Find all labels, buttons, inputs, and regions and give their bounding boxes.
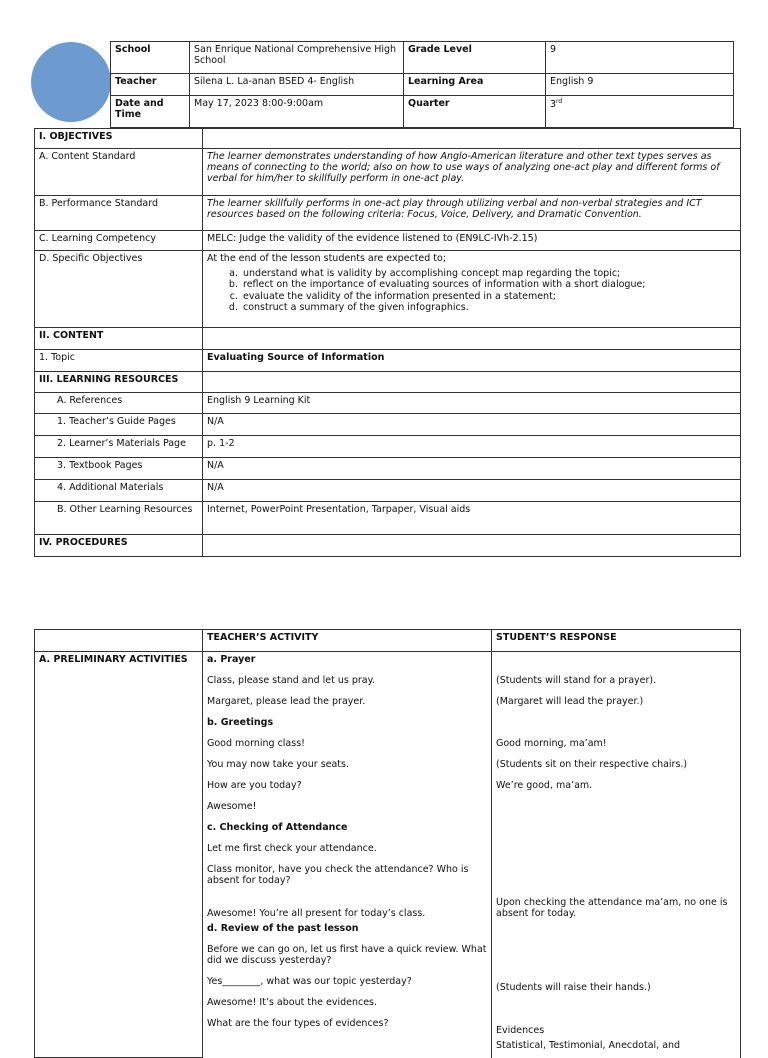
preliminary-activities-label: A. PRELIMINARY ACTIVITIES [35, 652, 203, 1058]
student-response-cell [492, 820, 741, 841]
quarter-value: 3rd [546, 96, 734, 128]
specific-objectives-label: D. Specific Objectives [35, 251, 203, 328]
learning-resources-heading: III. LEARNING RESOURCES [35, 372, 203, 393]
textbook-pages-label: 3. Textbook Pages [35, 458, 203, 480]
teacher-activity-cell: Before we can go on, let us first have a quick review. What did we discuss yesterday? [203, 942, 492, 974]
teacher-activity-cell: Yes________, what was our topic yesterday? [203, 974, 492, 995]
teachers-guide-value: N/A [203, 414, 741, 436]
content-standard-label: A. Content Standard [35, 149, 203, 196]
student-response-cell: Upon checking the attendance ma’am, no one is absent for today. [492, 895, 741, 921]
teacher-activity-cell [203, 1038, 492, 1058]
student-response-cell [492, 652, 741, 673]
activity-subheading: a. Prayer [203, 652, 492, 673]
teacher-activity-cell: Let me first check your attendance. [203, 841, 492, 862]
topic-label: 1. Topic [35, 350, 203, 372]
objective-item: b. reflect on the importance of evaluating sources of information with a short dialogue; [241, 279, 736, 290]
teacher-value: Silena L. La-anan BSED 4- English [190, 74, 404, 96]
teacher-activity-cell: Class, please stand and let us pray. [203, 673, 492, 694]
student-response-cell [492, 841, 741, 862]
quarter-label: Quarter [404, 96, 546, 128]
topic-value: Evaluating Source of Information [203, 350, 741, 372]
objective-item: d. construct a summary of the given infographics. [241, 302, 736, 313]
student-response-header: STUDENT’S RESPONSE [492, 630, 741, 652]
objective-item: c. evaluate the validity of the information presented in a statement; [241, 291, 736, 302]
teacher-activity-cell: Good morning class! [203, 736, 492, 757]
teacher-label: Teacher [111, 74, 190, 96]
teacher-activity-cell: What are the four types of evidences? [203, 1016, 492, 1038]
procedures-heading: IV. PROCEDURES [35, 535, 203, 557]
student-response-cell [492, 862, 741, 895]
student-response-cell: Good morning, ma’am! [492, 736, 741, 757]
teacher-activity-cell: Awesome! It’s about the evidences. [203, 995, 492, 1016]
learners-materials-label: 2. Learner’s Materials Page [35, 436, 203, 458]
specific-objectives-list [207, 268, 736, 313]
other-resources-value: Internet, PowerPoint Presentation, Tarpaper, Visual aids [203, 502, 741, 535]
learning-competency-text: MELC: Judge the validity of the evidence listened to (EN9LC-IVh-2.15) [203, 231, 741, 251]
teacher-activity-cell: Awesome! You’re all present for today’s class. [203, 895, 492, 921]
teacher-activity-cell: Margaret, please lead the prayer. [203, 694, 492, 715]
references-label: A. References [35, 393, 203, 414]
student-response-cell: (Students will stand for a prayer). [492, 673, 741, 694]
learning-area-value: English 9 [546, 74, 734, 96]
learners-materials-value: p. 1-2 [203, 436, 741, 458]
student-response-cell: Evidences [492, 1016, 741, 1038]
teacher-activity-header: TEACHER’S ACTIVITY [203, 630, 492, 652]
content-standard-text: The learner demonstrates understanding of how Anglo-American literature and other text types serves as means of connecting to the world; also on how to use ways of analyzing one-act play and different forms of verbal for him/her to skillfully perform in one-act play. [203, 149, 741, 196]
additional-materials-label: 4. Additional Materials [35, 480, 203, 502]
teacher-activity-cell: How are you today? [203, 778, 492, 799]
content-heading: II. CONTENT [35, 328, 203, 350]
teachers-guide-label: 1. Teacher’s Guide Pages [35, 414, 203, 436]
additional-materials-value: N/A [203, 480, 741, 502]
student-response-cell [492, 921, 741, 942]
school-logo [31, 42, 111, 122]
objective-item: a. understand what is validity by accomplishing concept map regarding the topic; [241, 268, 736, 279]
activity-subheading: b. Greetings [203, 715, 492, 736]
specific-objectives-intro: At the end of the lesson students are expected to; [207, 253, 447, 264]
references-value: English 9 Learning Kit [203, 393, 741, 414]
teacher-activity-cell: Class monitor, have you check the attendance? Who is absent for today? [203, 862, 492, 895]
student-response-cell [492, 715, 741, 736]
teacher-activity-cell: Awesome! [203, 799, 492, 820]
learning-competency-label: C. Learning Competency [35, 231, 203, 251]
objectives-heading: I. OBJECTIVES [35, 129, 203, 149]
school-value: San Enrique National Comprehensive High School [190, 42, 404, 74]
other-resources-label: B. Other Learning Resources [35, 502, 203, 535]
grade-level-label: Grade Level [404, 42, 546, 74]
student-response-cell: (Students sit on their respective chairs.) [492, 757, 741, 778]
grade-level-value: 9 [546, 42, 734, 74]
specific-objectives [203, 251, 741, 328]
performance-standard-label: B. Performance Standard [35, 196, 203, 231]
lesson-plan-table [34, 128, 741, 557]
school-label: School [111, 42, 190, 74]
teacher-activity-cell: You may now take your seats. [203, 757, 492, 778]
date-time-label: Date and Time [111, 96, 190, 128]
header-table [110, 41, 734, 128]
student-response-cell [492, 995, 741, 1016]
procedures-table [34, 629, 741, 1058]
activity-subheading: c. Checking of Attendance [203, 820, 492, 841]
date-time-value: May 17, 2023 8:00-9:00am [190, 96, 404, 128]
learning-area-label: Learning Area [404, 74, 546, 96]
student-response-cell: Statistical, Testimonial, Anecdotal, and [492, 1038, 741, 1058]
student-response-cell: (Margaret will lead the prayer.) [492, 694, 741, 715]
activity-subheading: d. Review of the past lesson [203, 921, 492, 942]
student-response-cell [492, 799, 741, 820]
textbook-pages-value: N/A [203, 458, 741, 480]
student-response-cell: (Students will raise their hands.) [492, 974, 741, 995]
student-response-cell: We’re good, ma’am. [492, 778, 741, 799]
student-response-cell [492, 942, 741, 974]
performance-standard-text: The learner skillfully performs in one-act play through utilizing verbal and non-verbal strategies and ICT resources based on the following criteria: Focus, Voice, Delivery, and Dramatic Convention. [203, 196, 741, 231]
